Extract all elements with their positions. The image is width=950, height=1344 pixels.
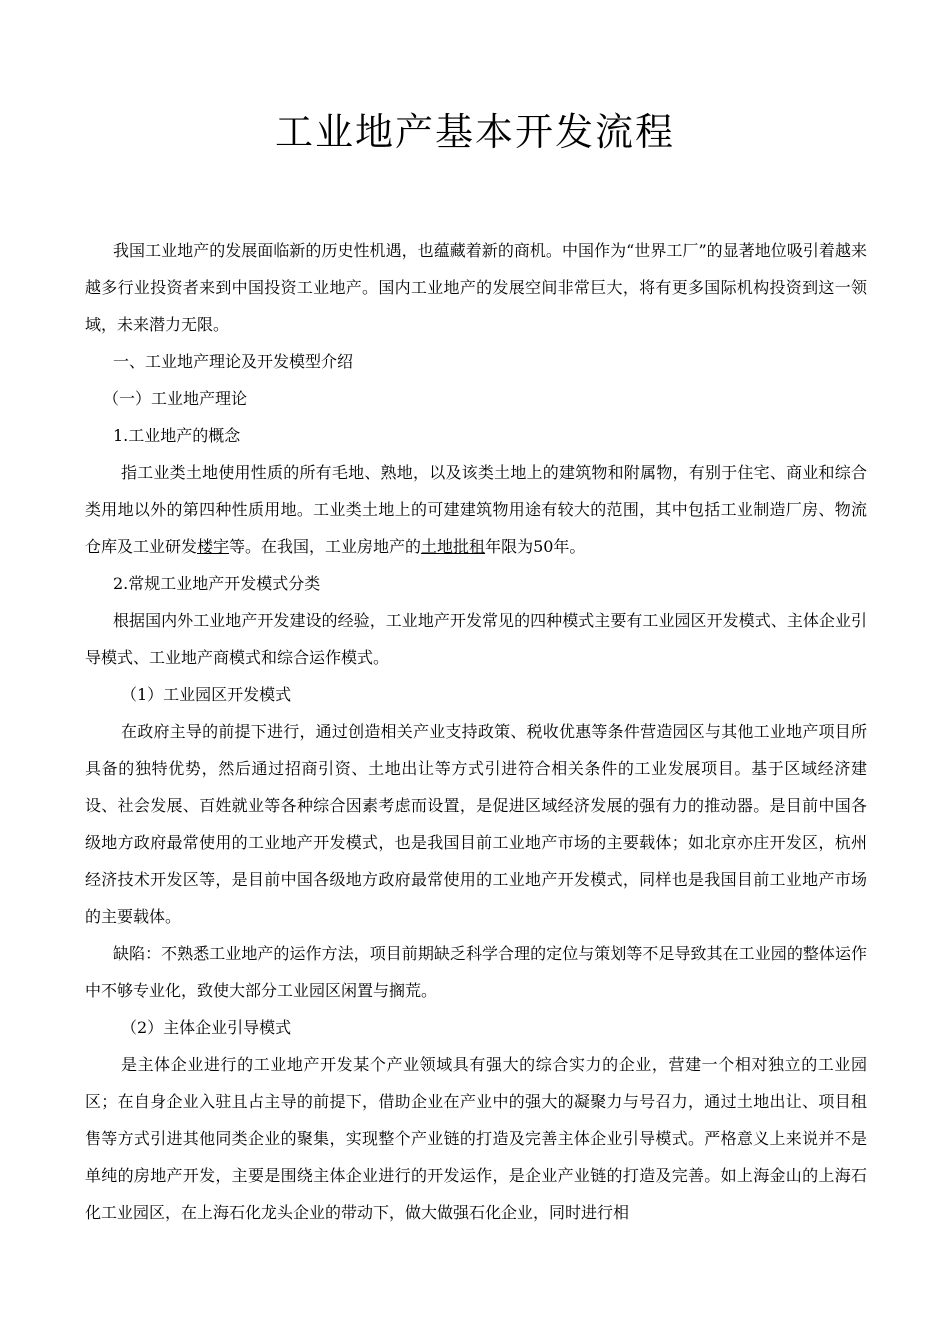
park-mode-paragraph: 在政府主导的前提下进行，通过创造相关产业支持政策、税收优惠等条件营造园区与其他工业地产项目所具备的独特优势，然后通过招商引资、土地出让等方式引进符合相关条件的工业发展项目。基于区域经济建设、社会发展、百姓就业等各种综合因素考虑而设置，是促进区域经济发展的强有力的推动器。是目前中国各级地方政府最常使用的工业地产开发模式，也是我国目前工业地产市场的主要载体；如北京亦庄开发区，杭州经济技术开发区等，是目前中国各级地方政府最常使用的工业地产开发模式，同样也是我国目前工业地产市场的主要载体。 xyxy=(85,722,867,926)
intro-paragraph: 我国工业地产的发展面临新的历史性机遇，也蕴藏着新的商机。中国作为“世界工厂”的显著地位吸引着越来越多行业投资者来到中国投资工业地产。国内工业地产的发展空间非常巨大，将有更多国际机构投资到这一领域，未来潜力无限。 xyxy=(85,241,867,334)
document-body xyxy=(85,232,867,1231)
subheading-lead-mode: （2）主体企业引导模式 xyxy=(121,1018,292,1037)
lead-mode-paragraph: 是主体企业进行的工业地产开发某个产业领域具有强大的综合实力的企业，营建一个相对独立的工业园区；在自身企业入驻且占主导的前提下，借助企业在产业中的强大的凝聚力与号召力，通过土地出让、项目租售等方式引进其他同类企业的聚集，实现整个产业链的打造及完善主体企业引导模式。严格意义上来说并不是单纯的房地产开发，主要是围绕主体企业进行的开发运作，是企业产业链的打造及完善。如上海金山的上海石化工业园区，在上海石化龙头企业的带动下，做大做强石化企业，同时进行相 xyxy=(85,1055,867,1222)
concept-text-c: 年限为50年。 xyxy=(485,537,586,556)
concept-paragraph xyxy=(85,454,867,565)
link-tudi-pizu[interactable]: 土地批租 xyxy=(421,537,486,556)
section-heading-modes: 2.常规工业地产开发模式分类 xyxy=(113,574,321,593)
section-heading-1: 一、工业地产理论及开发模型介绍 xyxy=(113,352,354,371)
modes-paragraph: 根据国内外工业地产开发建设的经验，工业地产开发常见的四种模式主要有工业园区开发模式、主体企业引导模式、工业地产商模式和综合运作模式。 xyxy=(85,611,867,667)
document-title: 工业地产基本开发流程 xyxy=(274,110,675,154)
section-heading-2: （一）工业地产理论 xyxy=(103,389,248,408)
concept-text-a: 指工业类土地使用性质的所有毛地、熟地，以及该类土地上的建筑物和附属物，有别于住宅、商业和综合类用地以外的第四种性质用地。工业类土地上的可建建筑物用途有较大的范围，其中包括工业制造厂房、物流仓库及工业研发 xyxy=(85,463,867,556)
defect-paragraph: 缺陷：不熟悉工业地产的运作方法，项目前期缺乏科学合理的定位与策划等不足导致其在工业园的整体运作中不够专业化，致使大部分工业园区闲置与搁荒。 xyxy=(85,944,867,1000)
section-heading-concept: 1.工业地产的概念 xyxy=(113,426,241,445)
link-louyu[interactable]: 楼宇 xyxy=(197,537,230,556)
concept-text-b: 等。在我国，工业房地产的 xyxy=(229,537,422,556)
subheading-park-mode: （1）工业园区开发模式 xyxy=(121,685,292,704)
